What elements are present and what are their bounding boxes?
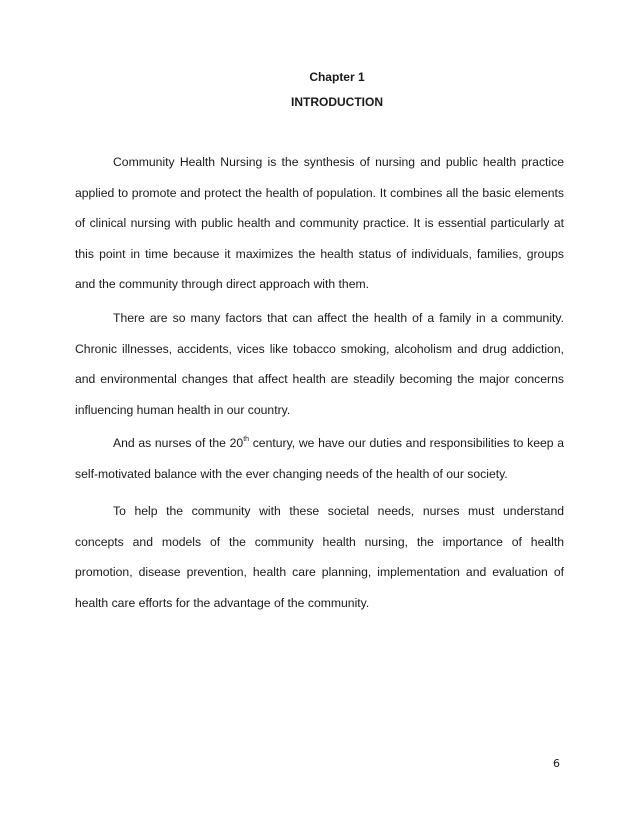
- paragraph-4: To help the community with these societal needs, nurses must understand concepts and models of the community health nursing, the importance of health promotion, disease prevention, health care planning, implementation and evaluation of health care efforts for the advantage of the community.: [75, 504, 564, 610]
- page-number: 6: [553, 757, 560, 770]
- paragraph-2: There are so many factors that can affect the health of a family in a community. Chronic illnesses, accidents, vices like tobacco smoking, alcoholism and drug addiction, and environmental changes that affect health are steadily becoming the major concerns influencing human health in our country.: [75, 311, 564, 417]
- paragraph-3: [75, 428, 564, 489]
- paragraph-3-text-start: And as nurses of the 20: [113, 436, 244, 450]
- ordinal-suffix: th: [243, 436, 250, 443]
- paragraph-3-text-end: century, we have our duties and responsibilities to keep a self-motivated balance with the ever changing needs of the health of our society.: [75, 436, 565, 481]
- paragraph-1: Community Health Nursing is the synthesis of nursing and public health practice applied to promote and protect the health of population. It combines all the basic elements of clinical nursing with public health and community practice. It is essential particularly at this point in time because it maximizes the health status of individuals, families, groups and the community through direct approach with them.: [75, 155, 564, 291]
- section-title: INTRODUCTION: [291, 95, 383, 109]
- chapter-label: Chapter 1: [309, 70, 365, 84]
